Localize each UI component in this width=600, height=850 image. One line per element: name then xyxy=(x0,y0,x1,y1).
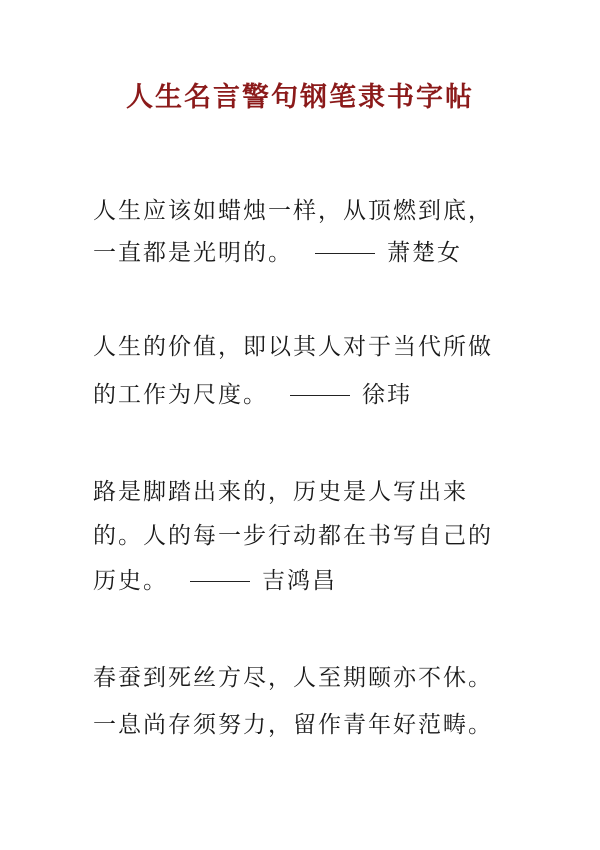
em-dash xyxy=(190,581,250,582)
quote-1-line-1: 人生应该如蜡烛一样，从顶燃到底， xyxy=(93,198,493,224)
quote-1-line-2 xyxy=(93,238,462,268)
em-dash xyxy=(315,253,375,254)
quote-1-author: 萧楚女 xyxy=(387,240,462,266)
quote-4-line-1: 春蚕到死丝方尽，人至期颐亦不休。 xyxy=(93,665,493,691)
quote-3-line-3 xyxy=(93,566,337,596)
quote-3-line-2: 的。人的每一步行动都在书写自己的 xyxy=(93,523,493,549)
quote-3-line-3-text: 历史。 xyxy=(93,568,168,594)
quote-3-line-1: 路是脚踏出来的，历史是人写出来 xyxy=(93,479,468,505)
quote-2-author: 徐玮 xyxy=(362,382,412,408)
quote-4-line-2: 一息尚存须努力，留作青年好范畴。 xyxy=(93,712,493,738)
em-dash xyxy=(290,395,350,396)
quote-3-author: 吉鸿昌 xyxy=(262,568,337,594)
quote-2-line-2 xyxy=(93,380,412,410)
quote-1-line-2-text: 一直都是光明的。 xyxy=(93,240,293,266)
page-title: 人生名言警句钢笔隶书字帖 xyxy=(126,82,474,113)
quote-2-line-1: 人生的价值，即以其人对于当代所做 xyxy=(93,334,493,360)
quote-2-line-2-text: 的工作为尺度。 xyxy=(93,382,268,408)
